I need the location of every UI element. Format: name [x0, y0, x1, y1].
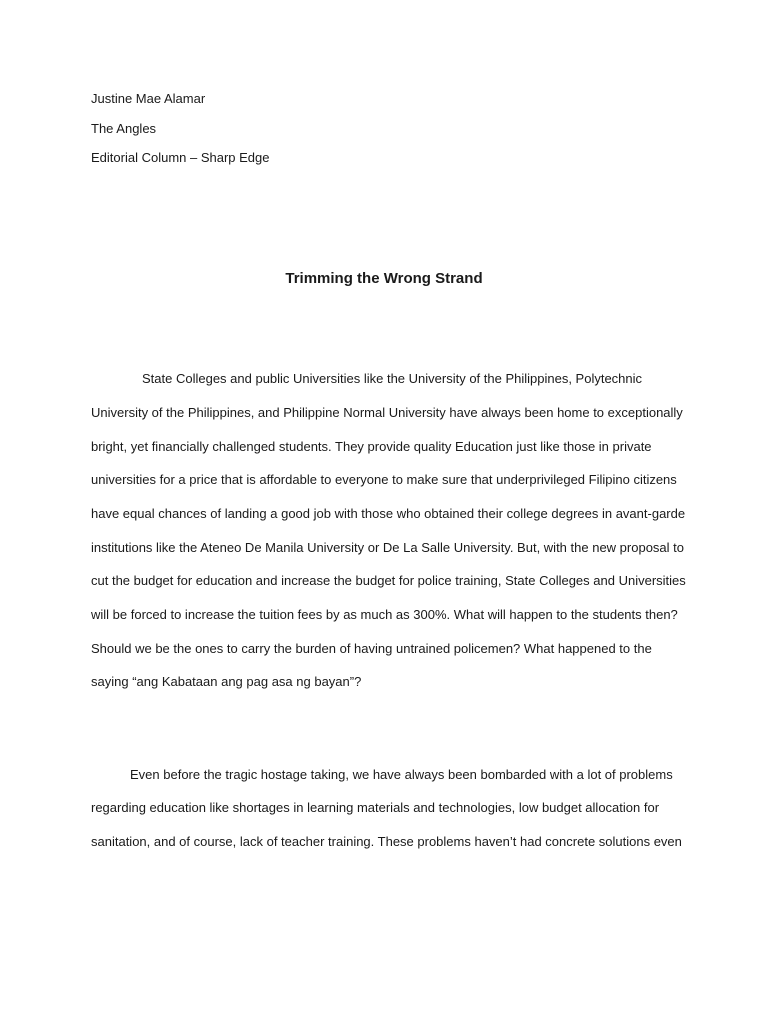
publication-name: The Angles — [91, 121, 157, 136]
paragraph-line: Should we be the ones to carry the burden of having untrained policemen? What happened to the — [91, 641, 652, 656]
paragraph-line: sanitation, and of course, lack of teacher training. These problems haven’t had concrete solutions even — [91, 834, 682, 849]
paragraph-line: Even before the tragic hostage taking, we have always been bombarded with a lot of problems — [130, 767, 673, 782]
paragraph-line: bright, yet financially challenged students. They provide quality Education just like those in private — [91, 439, 652, 454]
paragraph-line: saying “ang Kabataan ang pag asa ng bayan”? — [91, 674, 362, 689]
paragraph-line: have equal chances of landing a good job with those who obtained their college degrees in avant-garde — [91, 506, 686, 521]
paragraph-line: will be forced to increase the tuition fees by as much as 300%. What will happen to the students then? — [91, 607, 678, 622]
paragraph-line: University of the Philippines, and Philippine Normal University have always been home to exceptionally — [91, 405, 683, 420]
paragraph-line: cut the budget for education and increase the budget for police training, State Colleges and Universities — [91, 573, 686, 588]
paragraph-line: regarding education like shortages in learning materials and technologies, low budget allocation for — [91, 800, 660, 815]
author-name: Justine Mae Alamar — [91, 91, 206, 106]
paragraph-line: institutions like the Ateneo De Manila University or De La Salle University. But, with the new proposal to — [91, 540, 684, 555]
paragraph-line: State Colleges and public Universities like the University of the Philippines, Polytechnic — [142, 371, 643, 386]
article-title: Trimming the Wrong Strand — [285, 270, 483, 287]
paragraph-line: universities for a price that is affordable to everyone to make sure that underprivileged Filipino citizens — [91, 472, 677, 487]
column-name: Editorial Column – Sharp Edge — [91, 150, 270, 165]
